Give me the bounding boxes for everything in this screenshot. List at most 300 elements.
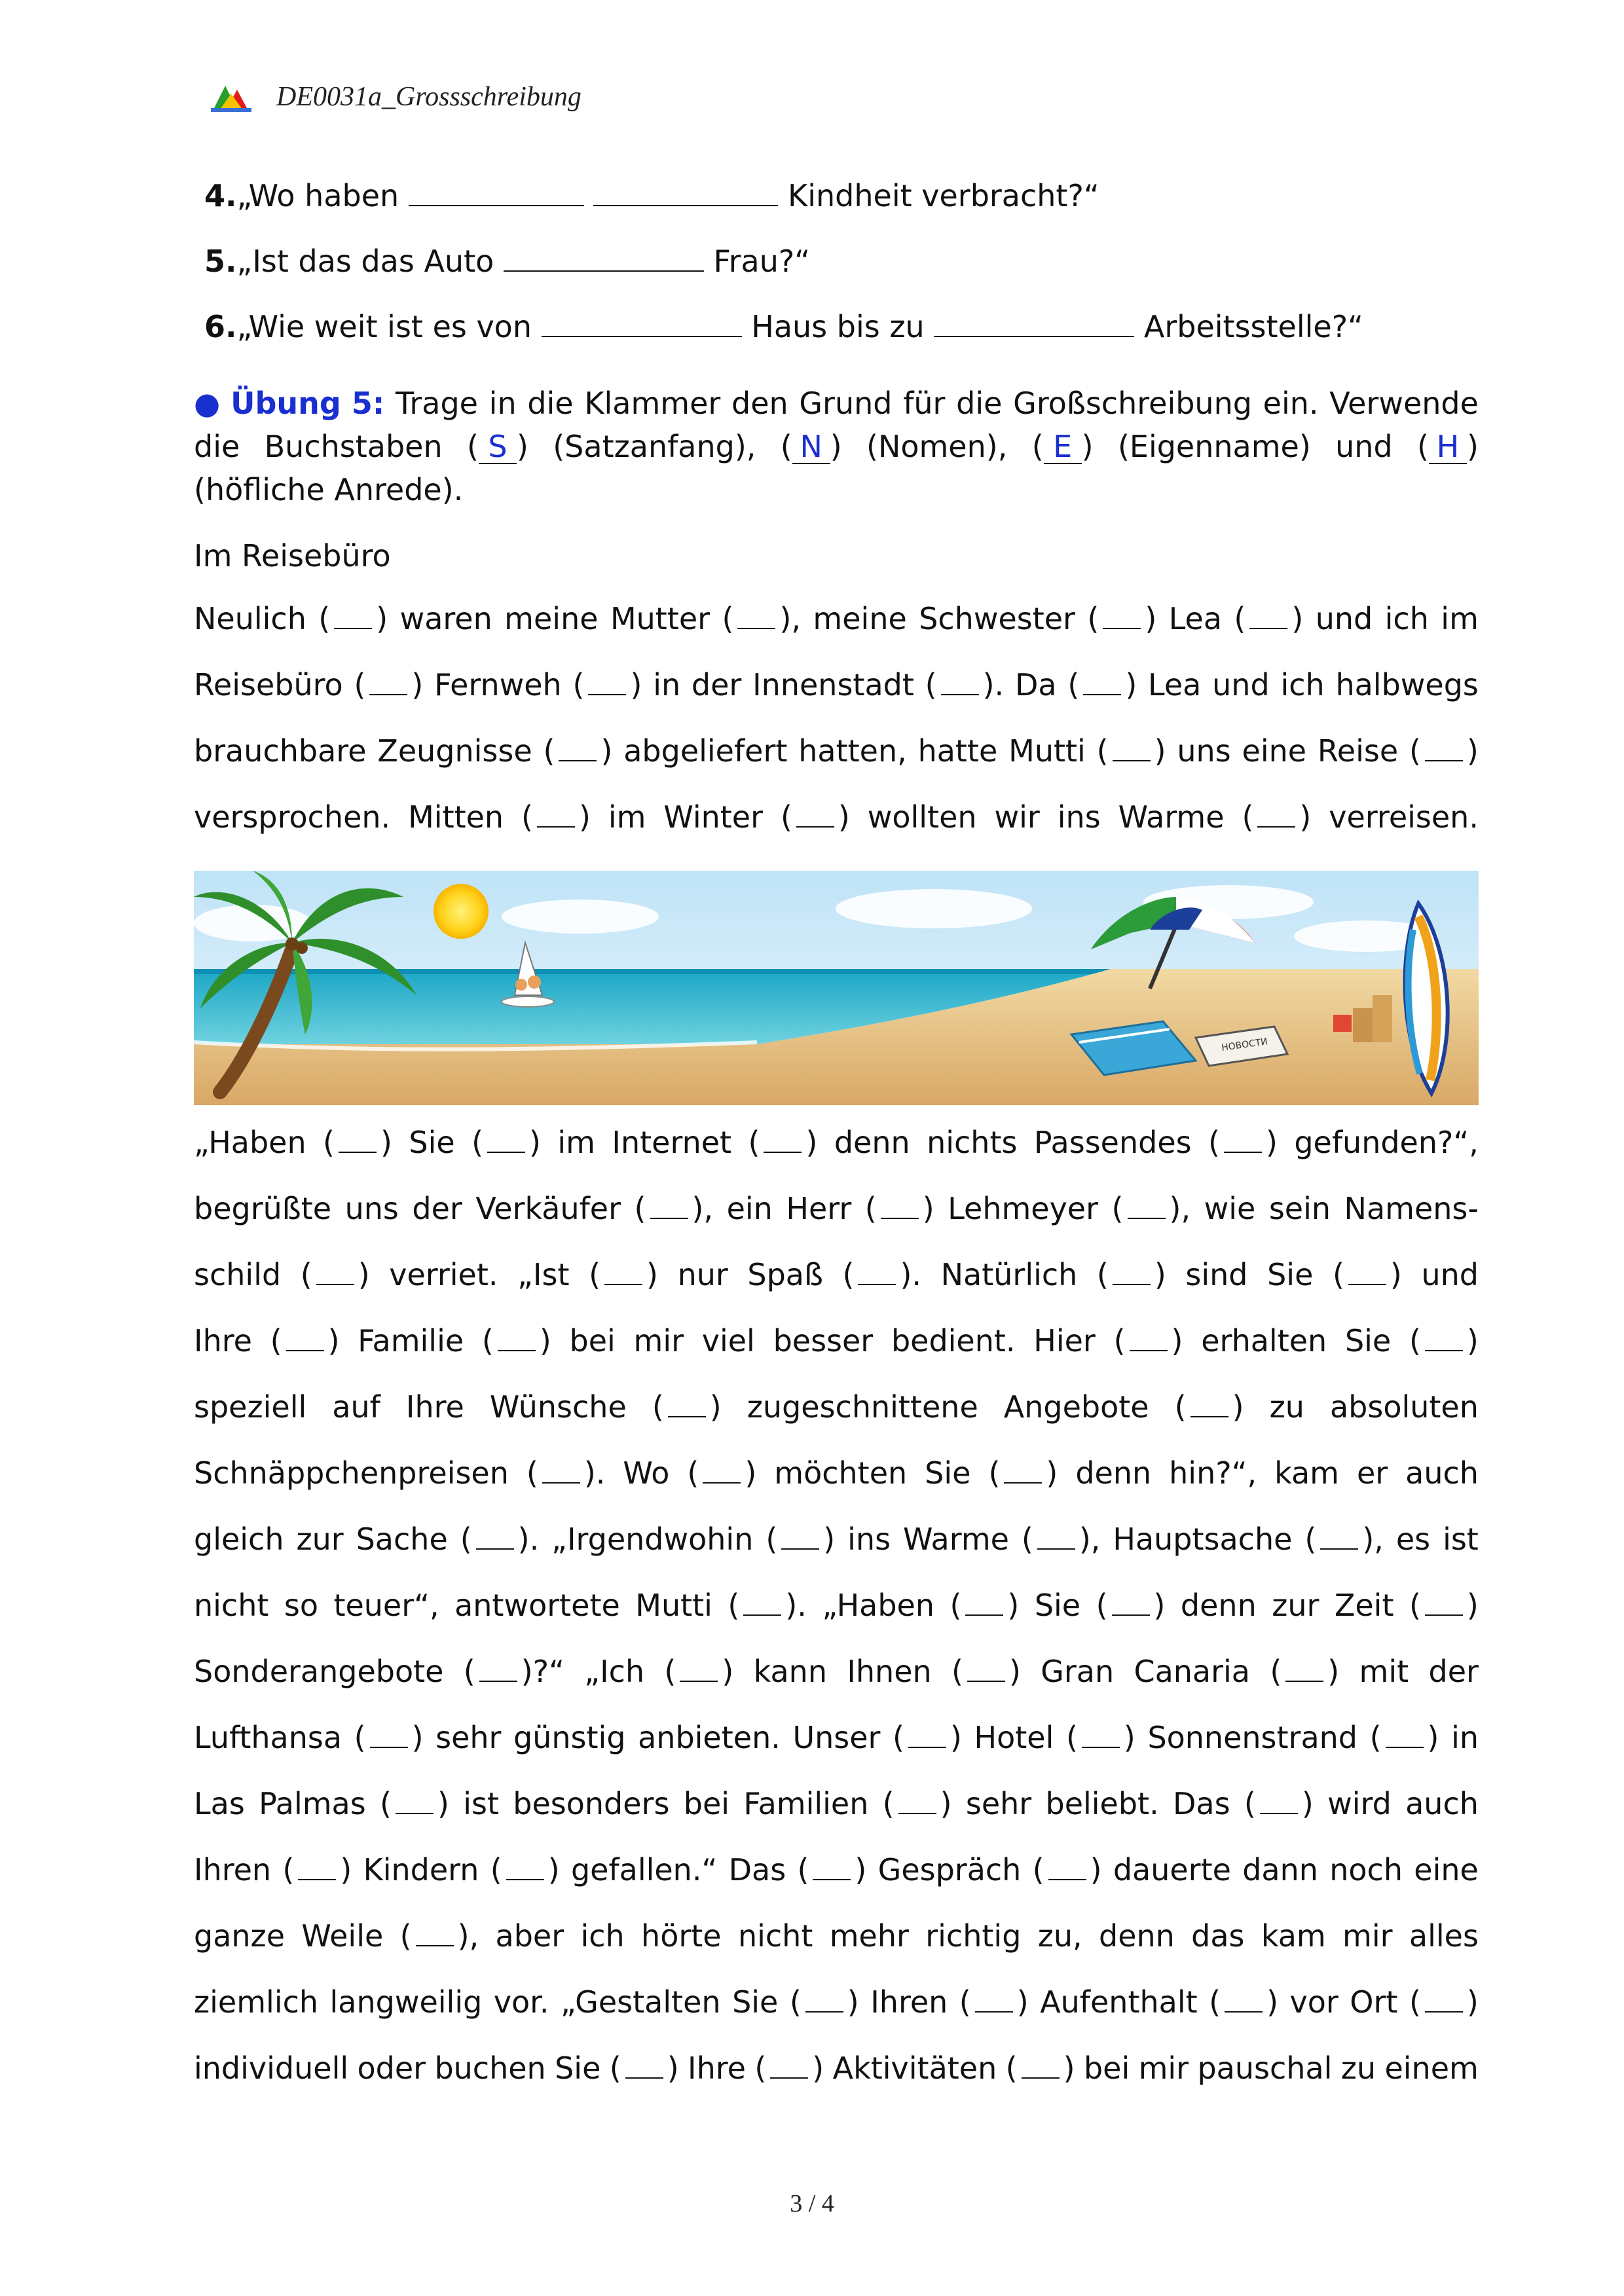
word: ich	[1280, 667, 1325, 702]
word: pauschal	[1197, 2050, 1333, 2086]
word: mehr	[829, 1918, 909, 1954]
blank-gap[interactable]	[416, 1923, 454, 1946]
section-title: Im Reisebüro	[194, 538, 391, 574]
blank-gap[interactable]	[1022, 2055, 1060, 2079]
word: ziemlich	[194, 1984, 319, 2020]
word: dann	[1242, 1852, 1318, 1887]
blank-gap[interactable]	[588, 672, 626, 695]
word: uns	[344, 1191, 399, 1226]
word: Angebote	[1003, 1389, 1149, 1425]
blank-gap[interactable]	[1128, 1195, 1166, 1219]
blank-gap[interactable]	[479, 1658, 517, 1682]
word: gefunden?“,	[1294, 1125, 1479, 1160]
blank-gap[interactable]	[506, 1857, 544, 1880]
blank-gap[interactable]	[965, 1592, 1003, 1616]
blank-gap[interactable]	[898, 1791, 936, 1814]
blank-gap[interactable]	[1260, 1791, 1298, 1814]
word: Wo	[623, 1455, 670, 1491]
word: bei	[569, 1323, 616, 1358]
word: Sie	[1344, 1323, 1392, 1358]
word: ich	[1384, 601, 1429, 636]
word: Namens-	[1344, 1191, 1479, 1226]
blank-bracket: ( )	[354, 667, 424, 702]
blank-bracket: ( ).	[925, 667, 1005, 702]
word: gleich	[194, 1522, 284, 1557]
blank-gap[interactable]	[743, 1592, 781, 1616]
blank-gap[interactable]	[1113, 1262, 1151, 1285]
blank-gap[interactable]	[476, 1526, 514, 1550]
blank-gap[interactable]	[967, 1658, 1005, 1682]
word: aber	[495, 1918, 564, 1954]
blank-bracket: ( )	[270, 1323, 340, 1358]
word: zu,	[1037, 1918, 1082, 1954]
blank-bracket: ( ),	[399, 1918, 479, 1954]
blank-bracket: ( )	[521, 799, 591, 835]
blank-gap[interactable]	[737, 606, 775, 629]
word: Zeit	[1334, 1588, 1394, 1623]
word: denn	[1099, 1918, 1175, 1954]
word: der	[691, 667, 742, 702]
key-letter: H	[1429, 430, 1467, 464]
word: Mutter	[610, 601, 710, 636]
blank-bracket: ( )	[893, 1720, 962, 1755]
word: schild	[194, 1257, 282, 1292]
word: Das	[1173, 1786, 1230, 1821]
text-line	[194, 1654, 1479, 1720]
word: wir	[994, 799, 1040, 835]
blank-bracket: ( )	[543, 733, 613, 769]
blank-bracket: ( )	[1067, 667, 1137, 702]
word: im	[608, 799, 646, 835]
answer-line[interactable]	[593, 181, 778, 206]
word: der	[412, 1191, 462, 1226]
blank-gap[interactable]	[908, 1724, 946, 1748]
text-line	[194, 733, 1479, 799]
word: Ihnen	[847, 1654, 932, 1689]
word: brauchbare	[194, 733, 367, 769]
blank-bracket: ( )	[1087, 601, 1157, 636]
word: langweilig	[329, 1984, 483, 2020]
blank-gap[interactable]	[680, 1658, 718, 1682]
word: „Gestalten	[560, 1984, 721, 2020]
word: Internet	[612, 1125, 732, 1160]
blank-gap[interactable]	[298, 1857, 336, 1880]
blank-gap[interactable]	[1112, 1592, 1150, 1616]
word: Sache	[356, 1522, 448, 1557]
word: Winter	[663, 799, 764, 835]
word: und	[1421, 1257, 1479, 1292]
blank-bracket: ( )	[1096, 1588, 1166, 1623]
word: alles	[1409, 1918, 1479, 1954]
word: auf	[332, 1389, 380, 1425]
word: bei	[683, 1786, 730, 1821]
blank-bracket: ( ),	[722, 601, 802, 636]
word: zu	[1269, 1389, 1304, 1425]
blank-gap[interactable]	[764, 1129, 802, 1153]
word: „Irgendwohin	[551, 1522, 754, 1557]
blank-gap[interactable]	[1082, 1724, 1120, 1748]
text-line	[194, 1786, 1479, 1852]
exercise-heading: ● Übung 5:	[194, 386, 385, 421]
blank-bracket: ( ),	[1021, 1522, 1101, 1557]
word: verreisen.	[1329, 799, 1479, 835]
blank-gap[interactable]	[1425, 1592, 1463, 1616]
word: er	[1356, 1455, 1388, 1491]
word: Sie	[1034, 1588, 1081, 1623]
word: Lea	[1148, 667, 1202, 702]
word: Das	[728, 1852, 786, 1887]
logo-icon	[208, 81, 254, 113]
word: Aufenthalt	[1040, 1984, 1198, 2020]
blank-gap[interactable]	[370, 1724, 408, 1748]
word: Lehmeyer	[948, 1191, 1099, 1226]
word: Fernweh	[434, 667, 562, 702]
word: ich	[580, 1918, 625, 1954]
word: Aktivitäten	[832, 2050, 997, 2086]
word: buchen	[434, 2050, 546, 2086]
word: viel	[701, 1323, 755, 1358]
blank-bracket: ( )	[589, 1257, 658, 1292]
blank-gap[interactable]	[316, 1262, 354, 1285]
blank-bracket: ( )	[988, 1455, 1058, 1491]
document-title: DE0031a_Grossschreibung	[276, 82, 581, 112]
blank-bracket: ( )	[780, 799, 850, 835]
text-line	[194, 601, 1479, 667]
blank-bracket: ( )	[1096, 733, 1166, 769]
blank-bracket: ( )	[1096, 1257, 1166, 1292]
blank-gap[interactable]	[369, 672, 407, 695]
blank-gap[interactable]	[858, 1262, 896, 1285]
word: Mutti	[1008, 733, 1086, 769]
blank-gap[interactable]	[781, 1526, 819, 1550]
word: ins	[1057, 799, 1101, 835]
blank-gap[interactable]	[498, 1328, 536, 1351]
blank-gap[interactable]	[975, 1989, 1013, 2013]
text-line	[194, 1588, 1479, 1654]
blank-bracket: ( )	[1113, 1323, 1183, 1358]
word: Mutti	[635, 1588, 712, 1623]
word: zugeschnittene	[747, 1389, 978, 1425]
word: Lufthansa	[194, 1720, 342, 1755]
word: nichts	[927, 1125, 1018, 1160]
blank-gap[interactable]	[1348, 1262, 1386, 1285]
word: versprochen.	[194, 799, 391, 835]
word: ist	[1443, 1522, 1479, 1557]
word: Verkäufer	[475, 1191, 621, 1226]
blank-gap[interactable]	[1103, 606, 1141, 629]
word: auch	[1405, 1786, 1479, 1821]
blank-bracket: ( )	[951, 1654, 1021, 1689]
word: Kindern	[363, 1852, 479, 1887]
blank-bracket: ( )	[323, 1125, 392, 1160]
word: erhalten	[1201, 1323, 1327, 1358]
word: Schnäppchenpreisen	[194, 1455, 509, 1491]
blank-bracket: ( )	[687, 1455, 757, 1491]
word: Ort	[1350, 1984, 1398, 2020]
key-letter: E	[1044, 430, 1082, 464]
word: Warme	[903, 1522, 1009, 1557]
word: nicht	[194, 1588, 269, 1623]
word: nicht	[737, 1918, 813, 1954]
word: antwortete	[454, 1588, 620, 1623]
blank-gap[interactable]	[1048, 1857, 1086, 1880]
blank-gap[interactable]	[625, 2055, 663, 2079]
word: Natürlich	[940, 1257, 1078, 1292]
word: Familien	[743, 1786, 869, 1821]
text-line	[194, 1720, 1479, 1786]
word: Warme	[1118, 799, 1225, 835]
blank-gap[interactable]	[941, 672, 979, 695]
blank-gap[interactable]	[1320, 1526, 1358, 1550]
word: hin?“,	[1169, 1455, 1257, 1491]
word: das	[1191, 1918, 1245, 1954]
blank-gap[interactable]	[703, 1460, 741, 1484]
blank-bracket: ( )	[1209, 1984, 1279, 2020]
word: wollten	[867, 799, 977, 835]
word: Neulich	[194, 601, 306, 636]
blank-gap[interactable]	[1425, 1989, 1463, 2013]
page-number: 3 / 4	[790, 2190, 834, 2217]
blank-bracket: ( )	[950, 1588, 1020, 1623]
word: „Haben	[194, 1125, 306, 1160]
word: speziell	[194, 1389, 307, 1425]
word: meine	[813, 601, 907, 636]
word: in	[1451, 1720, 1479, 1755]
answer-line[interactable]	[409, 181, 584, 206]
blank-bracket: ( )	[1332, 1257, 1402, 1292]
blank-bracket: ( ),	[1111, 1191, 1191, 1226]
blank-bracket: ( ).	[526, 1455, 606, 1491]
blank-gap[interactable]	[668, 1394, 706, 1417]
word: so	[284, 1588, 318, 1623]
blank-gap[interactable]	[805, 1989, 843, 2013]
word: Ihre	[194, 1323, 252, 1358]
word: denn	[834, 1125, 910, 1160]
blank-gap[interactable]	[537, 804, 575, 828]
word: Unser	[792, 1720, 881, 1755]
word: verriet.	[389, 1257, 498, 1292]
blank-bracket: ( )	[1409, 733, 1479, 769]
word: Canaria	[1134, 1654, 1250, 1689]
question-4: 4.„Wo haben Kindheit verbracht?“	[204, 178, 1099, 213]
blank-bracket: ( )	[1242, 799, 1312, 835]
word: Sie	[925, 1455, 971, 1491]
blank-gap[interactable]	[542, 1460, 580, 1484]
blank-gap[interactable]	[1130, 1328, 1168, 1351]
blank-bracket: ( )	[1270, 1654, 1340, 1689]
key-letter: N	[792, 430, 830, 464]
word: der	[1428, 1654, 1479, 1689]
word: möchten	[774, 1455, 908, 1491]
question-5: 5.„Ist das das Auto Frau?“	[204, 244, 811, 279]
word: im	[1441, 601, 1479, 636]
word: abgeliefert	[623, 733, 788, 769]
blank-gap[interactable]	[1425, 1328, 1463, 1351]
blank-gap[interactable]	[1083, 672, 1121, 695]
word: denn	[1180, 1588, 1257, 1623]
blank-gap[interactable]	[1285, 1658, 1323, 1682]
word: Sonderangebote	[194, 1654, 444, 1689]
word: Ihre	[688, 2050, 746, 2086]
word: zu	[1340, 2050, 1376, 2086]
blank-gap[interactable]	[1004, 1460, 1042, 1484]
instruction-line-1: ● Übung 5: Trage in die Klammer den Grund für die Großschreibung ein. Verwende	[194, 382, 1479, 425]
word: individuell	[194, 2050, 349, 2086]
blank-bracket: ( )	[380, 1786, 449, 1821]
word: sehr	[965, 1786, 1032, 1821]
word: Weile	[301, 1918, 384, 1954]
answer-line[interactable]	[934, 312, 1134, 337]
word: Sie	[409, 1125, 455, 1160]
word: ganze	[194, 1918, 285, 1954]
word: richtig	[925, 1918, 1022, 1954]
paragraph-1	[194, 601, 1479, 866]
question-6: 6.„Wie weit ist es von Haus bis zu Arbeitsstelle?“	[204, 309, 1363, 344]
text-line	[194, 1191, 1479, 1257]
word: Reise	[1317, 733, 1399, 769]
blank-bracket: ( )	[471, 1125, 541, 1160]
blank-bracket: ( )	[282, 1852, 352, 1887]
word: günstig	[513, 1720, 626, 1755]
blank-bracket: ( )	[1208, 1125, 1278, 1160]
page-header	[208, 77, 581, 117]
word: teuer“,	[333, 1588, 439, 1623]
word: „Ich	[584, 1654, 645, 1689]
word: mir	[1342, 1918, 1393, 1954]
word: denn	[1075, 1455, 1152, 1491]
text-line	[194, 2050, 1479, 2117]
instruction-line-3: (höfliche Anrede).	[194, 472, 464, 507]
blank-bracket: ( )	[318, 601, 388, 636]
blank-bracket: ( )	[1244, 1786, 1314, 1821]
word: Spaß	[747, 1257, 823, 1292]
blank-gap[interactable]	[559, 738, 597, 761]
blank-bracket: ( )	[1234, 601, 1304, 636]
word: Passendes	[1033, 1125, 1192, 1160]
blank-bracket: ( )	[1409, 1323, 1479, 1358]
blank-bracket: ( )	[664, 1654, 734, 1689]
blank-bracket: ( )	[300, 1257, 370, 1292]
word: Zeugnisse	[377, 733, 532, 769]
blank-bracket: ( ).	[728, 1588, 807, 1623]
word: Lea	[1168, 601, 1223, 636]
instruction-line-2: die Buchstaben ( S ) (Satzanfang), ( N ) (Nomen), ( E ) (Eigenname) und ( H )	[194, 429, 1479, 464]
blank-gap[interactable]	[650, 1195, 688, 1219]
blank-gap[interactable]	[604, 1262, 642, 1285]
answer-line[interactable]	[542, 312, 742, 337]
blank-gap[interactable]	[1249, 606, 1287, 629]
word: Hier	[1033, 1323, 1096, 1358]
word: zur	[296, 1522, 344, 1557]
blank-bracket: ( )	[748, 1125, 818, 1160]
blank-bracket: ( ),	[1304, 1522, 1384, 1557]
word: Ihre	[405, 1389, 464, 1425]
word: mir	[1138, 2050, 1189, 2086]
word: Wünsche	[489, 1389, 627, 1425]
paragraph-2	[194, 1125, 1479, 2117]
word: sind	[1185, 1257, 1248, 1292]
blank-bracket: ( )	[490, 1852, 560, 1887]
blank-gap[interactable]	[396, 1791, 434, 1814]
blank-bracket: ( )	[1369, 1720, 1439, 1755]
text-line	[194, 1852, 1479, 1918]
word: Ihren	[194, 1852, 272, 1887]
blank-gap[interactable]	[813, 1857, 851, 1880]
blank-bracket: ( )	[354, 1720, 424, 1755]
word: vor.	[493, 1984, 549, 2020]
blank-gap[interactable]	[487, 1129, 525, 1153]
blank-gap[interactable]	[770, 2055, 808, 2079]
blank-gap[interactable]	[286, 1328, 324, 1351]
text-line	[194, 799, 1479, 866]
word: besser	[773, 1323, 874, 1358]
answer-line[interactable]	[504, 247, 704, 272]
word: Innenstadt	[752, 667, 914, 702]
word: gefallen.“	[570, 1852, 718, 1887]
blank-gap[interactable]	[1225, 1989, 1263, 2013]
word: Gespräch	[877, 1852, 1022, 1887]
word: beliebt.	[1045, 1786, 1159, 1821]
word: nur	[677, 1257, 728, 1292]
blank-gap[interactable]	[1113, 738, 1151, 761]
blank-gap[interactable]	[1425, 738, 1463, 761]
blank-gap[interactable]	[796, 804, 834, 828]
text-line	[194, 1984, 1479, 2050]
word: ein	[726, 1191, 773, 1226]
word: Sie	[555, 2050, 601, 2086]
word: dauerte	[1113, 1852, 1231, 1887]
word: Sonnenstrand	[1147, 1720, 1357, 1755]
word: anbieten.	[638, 1720, 781, 1755]
word: Las	[194, 1786, 245, 1821]
word: Da	[1014, 667, 1057, 702]
word: Schwester	[919, 601, 1075, 636]
word: ins	[847, 1522, 891, 1557]
word: einem	[1384, 2050, 1479, 2086]
word: sehr	[435, 1720, 502, 1755]
text-line	[194, 1918, 1479, 1984]
blank-gap[interactable]	[1224, 1129, 1262, 1153]
text-line	[194, 667, 1479, 733]
word: eine	[1414, 1852, 1479, 1887]
word: bei	[1083, 2050, 1130, 2086]
word: waren	[399, 601, 492, 636]
blank-bracket: ( )	[1409, 1588, 1479, 1623]
text-line	[194, 1125, 1479, 1191]
word: auch	[1405, 1455, 1479, 1491]
blank-gap[interactable]	[1257, 804, 1295, 828]
text-line	[194, 1323, 1479, 1389]
word: mit	[1359, 1654, 1409, 1689]
blank-gap[interactable]	[334, 606, 372, 629]
blank-bracket: ( )	[1032, 1852, 1102, 1887]
word: Palmas	[259, 1786, 366, 1821]
blank-gap[interactable]	[1190, 1394, 1228, 1417]
blank-gap[interactable]	[1386, 1724, 1424, 1748]
blank-gap[interactable]	[339, 1129, 377, 1153]
word: Ihren	[870, 1984, 948, 2020]
blank-bracket: ( )	[1409, 1984, 1479, 2020]
blank-gap[interactable]	[881, 1195, 919, 1219]
blank-bracket: ( )	[754, 2050, 824, 2086]
blank-gap[interactable]	[1037, 1526, 1075, 1550]
word: Herr	[786, 1191, 852, 1226]
word: kam	[1274, 1455, 1339, 1491]
blank-bracket: ( )	[1005, 2050, 1075, 2086]
blank-bracket: ( )	[959, 1984, 1029, 2020]
word: kann	[753, 1654, 827, 1689]
word: begrüßte	[194, 1191, 332, 1226]
